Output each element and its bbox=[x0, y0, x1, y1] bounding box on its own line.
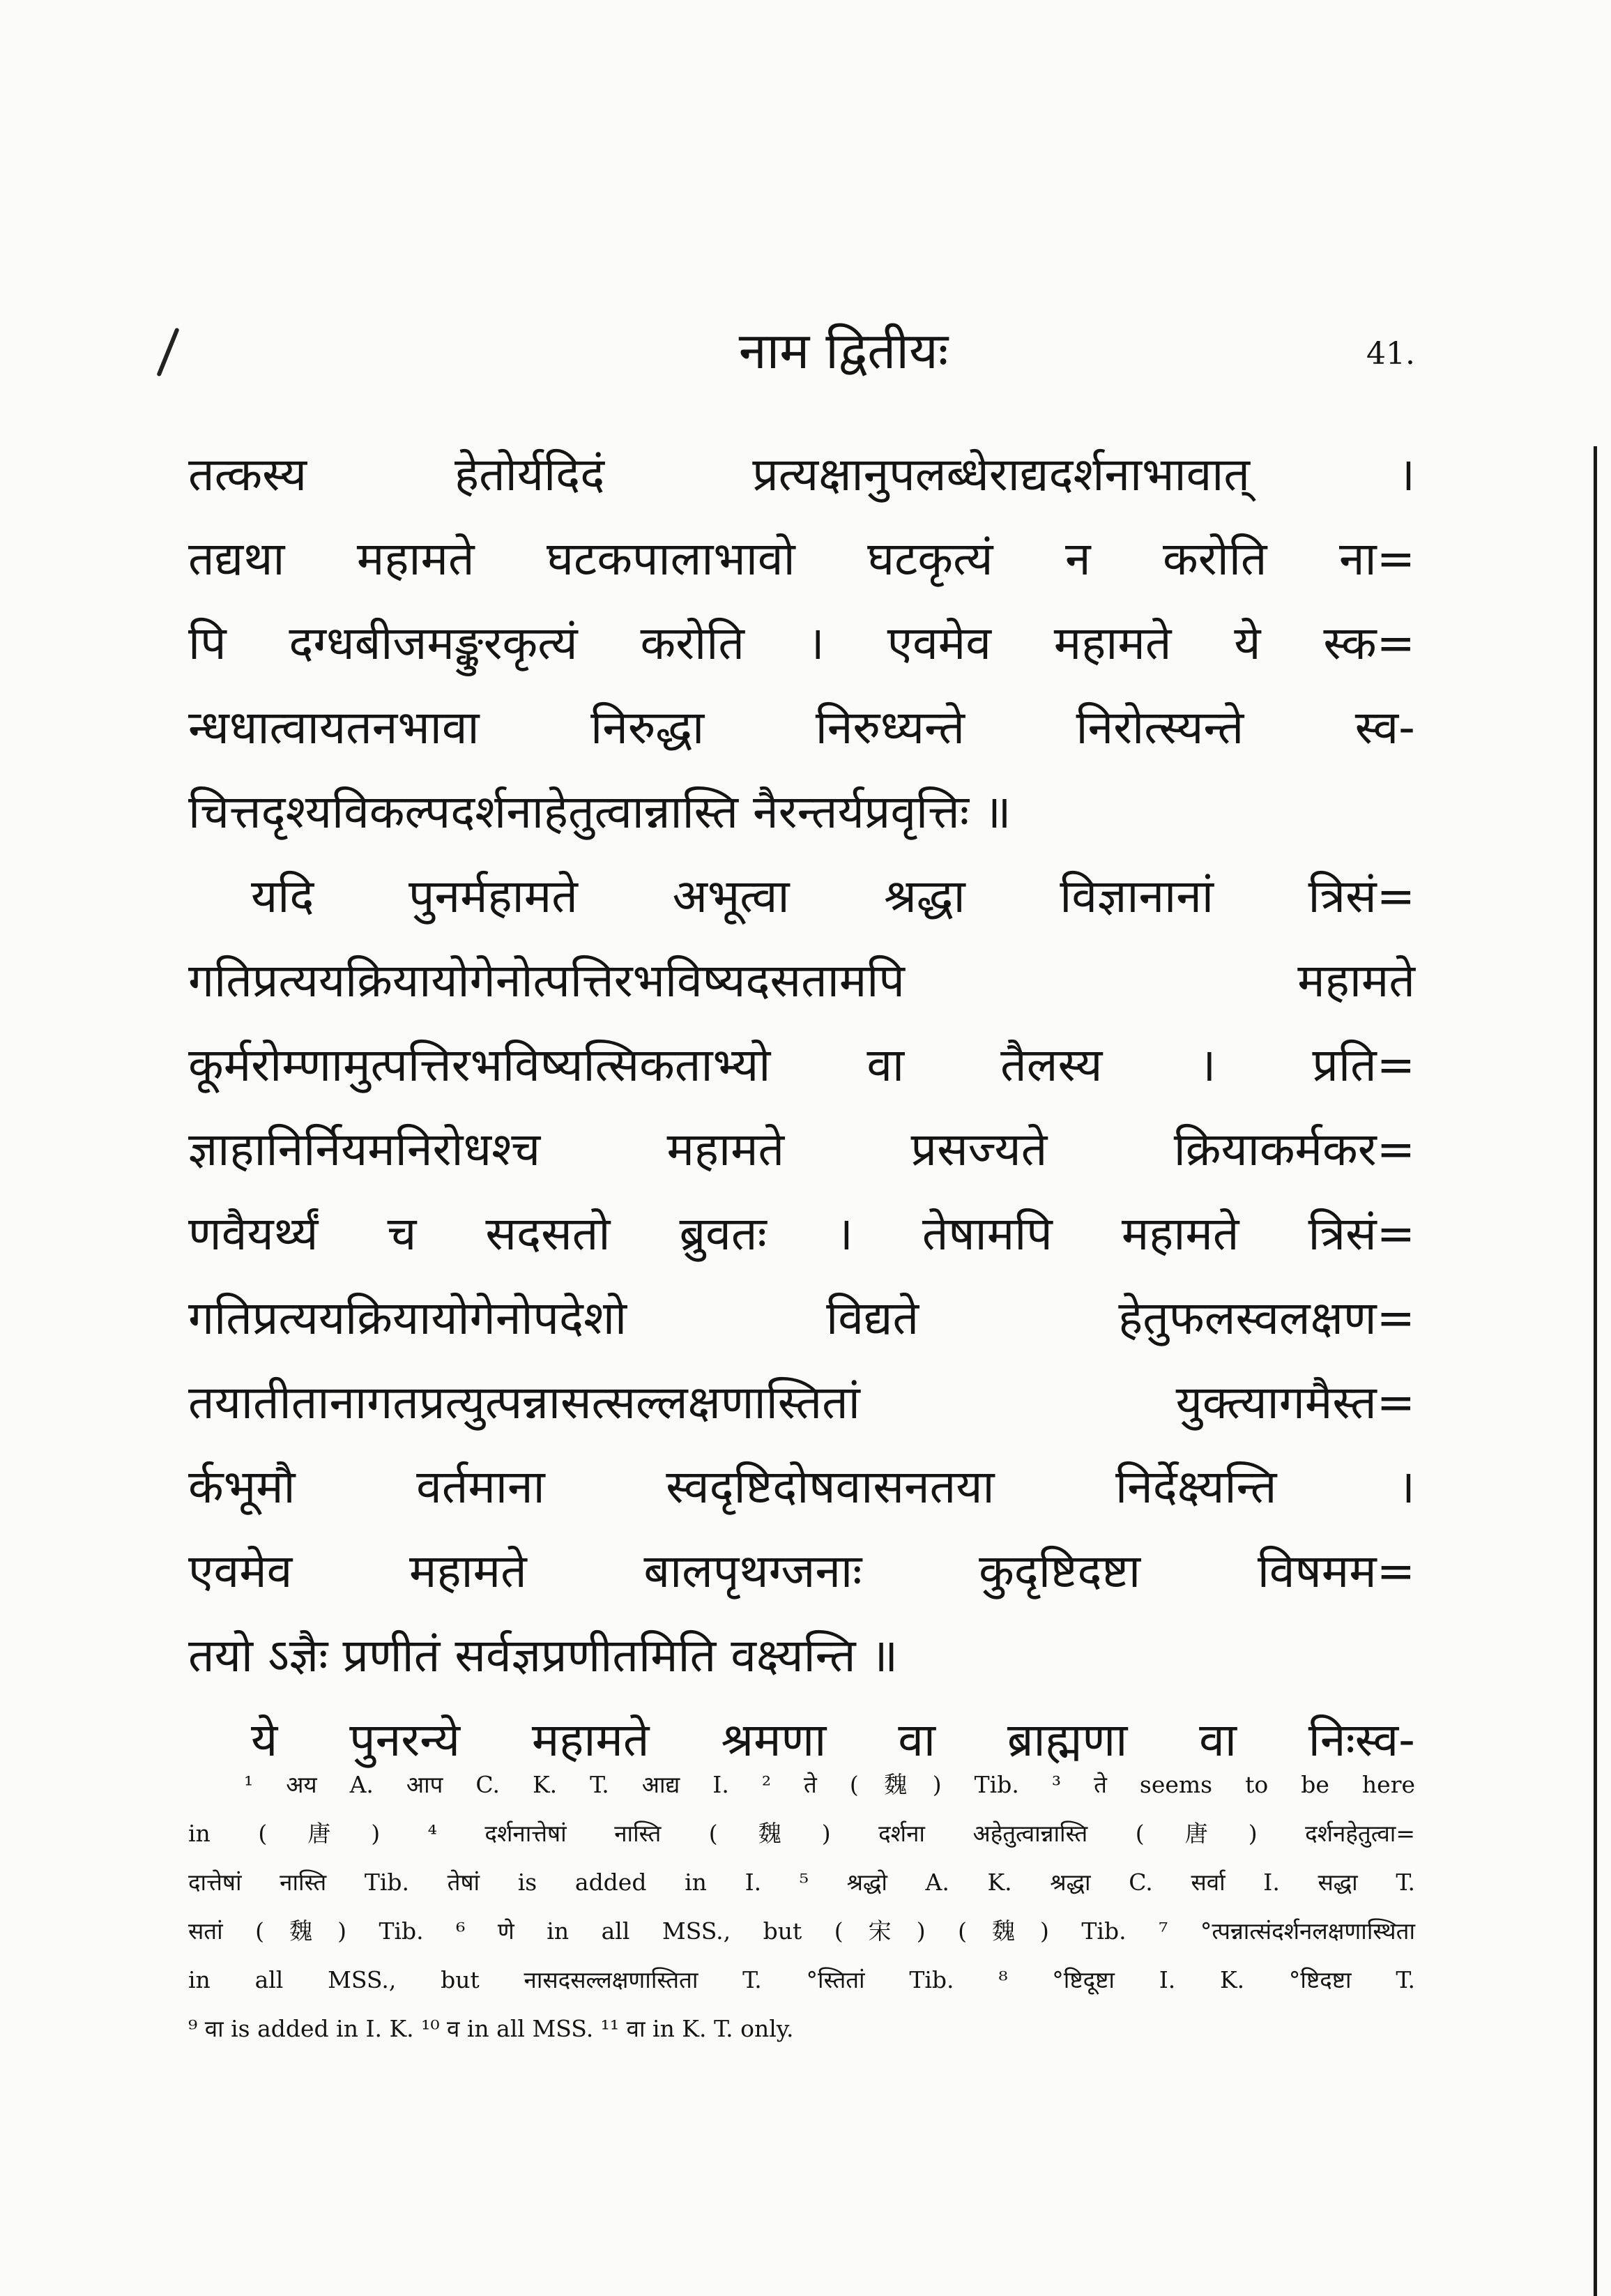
page-number: 41. bbox=[1366, 336, 1415, 372]
sanskrit-body-text bbox=[188, 432, 1415, 1782]
text-line: ज्ञाहानिर्नियमनिरोधश्च महामते प्रसज्यते क्रियाकर्मकर= bbox=[188, 1123, 1415, 1176]
text-line: ये पुनरन्ये महामते श्रमणा वा ब्राह्मणा वा निःस्व- bbox=[251, 1713, 1415, 1767]
footnote-line: in (唐) ⁴ दर्शनात्तेषां नास्ति (魏) दर्शना अहेतुत्वान्नास्ति (唐) दर्शनहेतुत्वा= bbox=[188, 1820, 1415, 1847]
text-line: तयातीतानागतप्रत्युत्पन्नासत्सल्लक्षणास्तितां युक्त्यागमैस्त= bbox=[188, 1376, 1415, 1429]
footnote-line: ¹ अय A. आप C. K. T. आद्य I. ² ते (魏) Tib. ³ ते seems to be here bbox=[244, 1771, 1415, 1798]
text-line: तत्कस्य हेतोर्यदिदं प्रत्यक्षानुपलब्धेराद्यदर्शनाभावात् । bbox=[188, 448, 1415, 501]
text-line: गतिप्रत्ययक्रियायोगेनोत्पत्तिरभविष्यदसतामपि महामते bbox=[188, 954, 1415, 1008]
footnote-line: ⁹ वा is added in I. K. ¹⁰ व in all MSS. ¹¹ वा in K. T. only. bbox=[188, 2015, 794, 2042]
text-line: न्धधात्वायतनभावा निरुद्धा निरुध्यन्ते निरोत्स्यन्ते स्व- bbox=[188, 701, 1415, 754]
text-line: तद्यथा महामते घटकपालाभावो घटकृत्यं न करोति ना= bbox=[188, 532, 1415, 586]
text-line: तयो ऽज्ञैः प्रणीतं सर्वज्ञप्रणीतमिति वक्ष्यन्ति ॥ bbox=[188, 1629, 899, 1682]
footnote-line: दात्तेषां नास्ति Tib. तेषां is added in I. ⁵ श्रद्धो A. K. श्रद्धा C. सर्वा I. सद्धा T. bbox=[188, 1869, 1415, 1896]
running-title: नाम द्वितीयः bbox=[738, 321, 949, 380]
footnotes bbox=[188, 1761, 1415, 2053]
text-line: कूर्मरोम्णामुत्पत्तिरभविष्यत्सिकताभ्यो वा तैलस्य । प्रति= bbox=[188, 1038, 1415, 1092]
page-header bbox=[0, 314, 1611, 390]
page-edge-rule bbox=[1594, 446, 1597, 2296]
text-line: चित्तदृश्यविकल्पदर्शनाहेतुत्वान्नास्ति नैरन्तर्यप्रवृत्तिः ॥ bbox=[188, 785, 1011, 839]
footnote-line: in all MSS., but नासदसल्लक्षणास्तिता T. °स्तितां Tib. ⁸ °ष्टिदूष्टा I. K. °ष्टिदष्टा T. bbox=[188, 1966, 1415, 1993]
text-line: णवैयर्थ्यं च सदसतो ब्रुवतः । तेषामपि महामते त्रिसं= bbox=[188, 1207, 1415, 1261]
text-line: पि दग्धबीजमङ्कुरकृत्यं करोति । एवमेव महामते ये स्क= bbox=[188, 616, 1415, 670]
footnote-line: सतां (魏) Tib. ⁶ णे in all MSS., but (宋) (魏) Tib. ⁷ °त्पन्नात्संदर्शनलक्षणास्थिता bbox=[188, 1917, 1415, 1945]
text-line: गतिप्रत्ययक्रियायोगेनोपदेशो विद्यते हेतुफलस्वलक्षण= bbox=[188, 1291, 1415, 1345]
text-line: एवमेव महामते बालपृथग्जनाः कुदृष्टिदष्टा विषमम= bbox=[188, 1544, 1415, 1598]
text-line: यदि पुनर्महामते अभूत्वा श्रद्धा विज्ञानानां त्रिसं= bbox=[251, 869, 1415, 923]
text-line: र्कभूमौ वर्तमाना स्वदृष्टिदोषवासनतया निर्देक्ष्यन्ति । bbox=[188, 1460, 1415, 1514]
